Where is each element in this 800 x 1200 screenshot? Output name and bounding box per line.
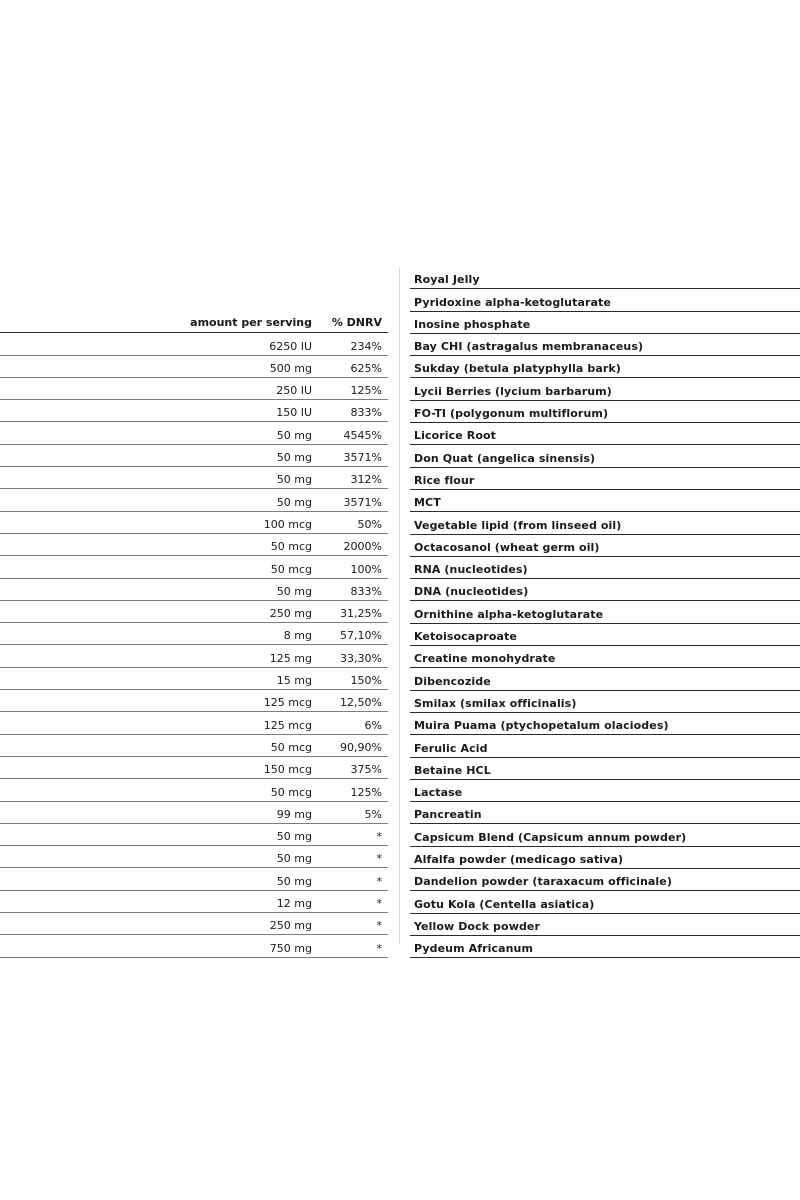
ingredient-name-cell: Bay CHI (astragalus membranaceus) <box>410 333 800 355</box>
ingredient-name-cell: Vegetable lipid (from linseed oil) <box>410 512 800 534</box>
percent-dnrv-cell: * <box>316 913 388 935</box>
ingredient-name-cell: Dibencozide <box>410 668 800 690</box>
amount-cell: 50 mg <box>158 489 316 511</box>
amount-cell: 250 mg <box>158 600 316 622</box>
table-row <box>410 623 800 645</box>
ingredient-name-cell: RNA (nucleotides) <box>410 556 800 578</box>
header-percent-dnrv: % DNRV <box>316 310 388 333</box>
table-row <box>410 579 800 601</box>
table-row <box>0 801 388 823</box>
nutrient-name-cell <box>0 556 158 578</box>
ingredient-name-cell: Creatine monohydrate <box>410 646 800 668</box>
percent-dnrv-cell: 90,90% <box>316 734 388 756</box>
amount-cell: 50 mcg <box>158 533 316 555</box>
table-row <box>0 489 388 511</box>
percent-dnrv-cell: * <box>316 868 388 890</box>
nutrient-name-cell <box>0 801 158 823</box>
nutrient-name-cell <box>0 511 158 533</box>
amount-cell: 125 mcg <box>158 712 316 734</box>
amount-cell: 150 mcg <box>158 756 316 778</box>
amount-cell: 100 mcg <box>158 511 316 533</box>
nutrient-name-cell <box>0 489 158 511</box>
ingredient-name-cell: Pyridoxine alpha-ketoglutarate <box>410 289 800 311</box>
nutrient-name-cell <box>0 467 158 489</box>
column-divider <box>399 268 400 944</box>
amount-cell: 750 mg <box>158 935 316 957</box>
nutrient-name-cell <box>0 444 158 466</box>
ingredient-name-cell: Pancreatin <box>410 802 800 824</box>
nutrient-name-cell <box>0 779 158 801</box>
ingredient-name-cell: Sukday (betula platyphylla bark) <box>410 356 800 378</box>
amount-cell: 50 mg <box>158 846 316 868</box>
table-row <box>410 311 800 333</box>
percent-dnrv-cell: 234% <box>316 333 388 355</box>
percent-dnrv-cell: 100% <box>316 556 388 578</box>
table-row <box>0 756 388 778</box>
table-row <box>410 757 800 779</box>
table-row <box>0 333 388 355</box>
table-row <box>410 400 800 422</box>
table-row <box>0 355 388 377</box>
nutrient-name-cell <box>0 667 158 689</box>
percent-dnrv-cell: * <box>316 890 388 912</box>
nutrient-name-cell <box>0 377 158 399</box>
nutrient-name-cell <box>0 756 158 778</box>
ingredient-name-cell: Gotu Kola (Centella asiatica) <box>410 891 800 913</box>
percent-dnrv-cell: * <box>316 823 388 845</box>
table-row <box>410 423 800 445</box>
table-row <box>410 378 800 400</box>
ingredient-name-cell: Inosine phosphate <box>410 311 800 333</box>
table-row <box>0 511 388 533</box>
nutrient-name-cell <box>0 400 158 422</box>
clipped-text-fragment <box>0 286 388 299</box>
table-row <box>0 400 388 422</box>
amount-cell: 12 mg <box>158 890 316 912</box>
amounts-table-head <box>0 310 388 333</box>
percent-dnrv-cell: 150% <box>316 667 388 689</box>
nutrient-name-cell <box>0 690 158 712</box>
table-row <box>0 422 388 444</box>
table-row <box>0 823 388 845</box>
percent-dnrv-cell: 3571% <box>316 444 388 466</box>
table-row <box>0 913 388 935</box>
table-row <box>410 512 800 534</box>
percent-dnrv-cell: 625% <box>316 355 388 377</box>
ingredient-name-cell: Capsicum Blend (Capsicum annum powder) <box>410 824 800 846</box>
percent-dnrv-cell: 12,50% <box>316 690 388 712</box>
table-row <box>0 533 388 555</box>
table-row <box>410 891 800 913</box>
percent-dnrv-cell: 57,10% <box>316 623 388 645</box>
nutrient-name-cell <box>0 823 158 845</box>
ingredient-name-cell: Ketoisocaproate <box>410 623 800 645</box>
table-row <box>410 935 800 957</box>
ingredient-name-cell: DNA (nucleotides) <box>410 579 800 601</box>
table-row <box>0 734 388 756</box>
amount-cell: 500 mg <box>158 355 316 377</box>
percent-dnrv-cell: * <box>316 846 388 868</box>
ingredient-name-cell: Betaine HCL <box>410 757 800 779</box>
ingredient-name-cell: Dandelion powder (taraxacum officinale) <box>410 869 800 891</box>
table-row <box>410 534 800 556</box>
nutrient-name-cell <box>0 623 158 645</box>
table-row <box>410 556 800 578</box>
amount-cell: 250 IU <box>158 377 316 399</box>
table-row <box>0 935 388 957</box>
table-row <box>410 735 800 757</box>
table-row <box>410 467 800 489</box>
table-row <box>410 824 800 846</box>
table-row <box>410 601 800 623</box>
table-row <box>0 578 388 600</box>
percent-dnrv-cell: 833% <box>316 400 388 422</box>
ingredient-name-cell: FO-TI (polygonum multiflorum) <box>410 400 800 422</box>
ingredient-name-cell: Muira Puama (ptychopetalum olaciodes) <box>410 712 800 734</box>
ingredient-name-cell: Rice flour <box>410 467 800 489</box>
nutrient-name-cell <box>0 712 158 734</box>
nutrient-name-cell <box>0 868 158 890</box>
percent-dnrv-cell: 125% <box>316 779 388 801</box>
nutrient-name-cell <box>0 645 158 667</box>
table-row <box>0 377 388 399</box>
nutrient-name-cell <box>0 333 158 355</box>
table-row <box>0 868 388 890</box>
percent-dnrv-cell: 2000% <box>316 533 388 555</box>
table-row <box>410 802 800 824</box>
table-row <box>410 646 800 668</box>
table-row <box>0 712 388 734</box>
table-row <box>0 667 388 689</box>
ingredient-name-cell: Royal Jelly <box>410 267 800 289</box>
percent-dnrv-cell: 375% <box>316 756 388 778</box>
table-row <box>0 556 388 578</box>
amount-cell: 50 mcg <box>158 734 316 756</box>
ingredient-name-cell: Ferulic Acid <box>410 735 800 757</box>
table-row <box>410 779 800 801</box>
amount-cell: 250 mg <box>158 913 316 935</box>
table-row <box>410 489 800 511</box>
table-row <box>0 467 388 489</box>
ingredient-name-cell: Octacosanol (wheat germ oil) <box>410 534 800 556</box>
amount-cell: 8 mg <box>158 623 316 645</box>
ingredient-name-cell: Yellow Dock powder <box>410 913 800 935</box>
amount-cell: 15 mg <box>158 667 316 689</box>
table-row <box>0 846 388 868</box>
header-amount-per-serving: amount per serving <box>158 310 316 333</box>
amount-cell: 150 IU <box>158 400 316 422</box>
table-row <box>410 267 800 289</box>
nutrient-name-cell <box>0 422 158 444</box>
table-row <box>0 645 388 667</box>
table-row <box>410 356 800 378</box>
amount-cell: 50 mg <box>158 422 316 444</box>
ingredient-name-cell: Don Quat (angelica sinensis) <box>410 445 800 467</box>
table-row <box>0 444 388 466</box>
table-row <box>410 445 800 467</box>
amount-cell: 50 mg <box>158 467 316 489</box>
amounts-table <box>0 310 388 958</box>
table-row <box>410 289 800 311</box>
amount-cell: 50 mcg <box>158 779 316 801</box>
percent-dnrv-cell: * <box>316 935 388 957</box>
nutrient-name-cell <box>0 600 158 622</box>
table-row <box>410 869 800 891</box>
amount-cell: 6250 IU <box>158 333 316 355</box>
table-row <box>0 779 388 801</box>
percent-dnrv-cell: 125% <box>316 377 388 399</box>
nutrient-name-cell <box>0 355 158 377</box>
ingredients-table <box>410 267 800 958</box>
table-row <box>0 600 388 622</box>
table-row <box>410 913 800 935</box>
table-row <box>410 846 800 868</box>
amount-cell: 50 mg <box>158 444 316 466</box>
ingredient-name-cell: Licorice Root <box>410 423 800 445</box>
table-row <box>410 712 800 734</box>
percent-dnrv-cell: 4545% <box>316 422 388 444</box>
table-row <box>410 333 800 355</box>
amount-cell: 50 mcg <box>158 556 316 578</box>
nutrient-name-cell <box>0 578 158 600</box>
nutrient-name-cell <box>0 533 158 555</box>
table-row <box>0 890 388 912</box>
table-row <box>410 668 800 690</box>
table-row <box>0 690 388 712</box>
percent-dnrv-cell: 5% <box>316 801 388 823</box>
percent-dnrv-cell: 31,25% <box>316 600 388 622</box>
amount-cell: 50 mg <box>158 868 316 890</box>
nutrient-name-cell <box>0 846 158 868</box>
amount-cell: 125 mg <box>158 645 316 667</box>
ingredient-name-cell: Smilax (smilax officinalis) <box>410 690 800 712</box>
amounts-table-body <box>0 333 388 957</box>
nutrient-name-cell <box>0 913 158 935</box>
table-row <box>0 623 388 645</box>
header-nutrient <box>0 310 158 333</box>
percent-dnrv-cell: 312% <box>316 467 388 489</box>
ingredient-name-cell: Ornithine alpha-ketoglutarate <box>410 601 800 623</box>
amount-cell: 125 mcg <box>158 690 316 712</box>
amount-cell: 99 mg <box>158 801 316 823</box>
percent-dnrv-cell: 6% <box>316 712 388 734</box>
ingredient-name-cell: Lycii Berries (lycium barbarum) <box>410 378 800 400</box>
nutrient-name-cell <box>0 935 158 957</box>
ingredient-name-cell: Lactase <box>410 779 800 801</box>
percent-dnrv-cell: 33,30% <box>316 645 388 667</box>
amount-cell: 50 mg <box>158 823 316 845</box>
nutrient-name-cell <box>0 890 158 912</box>
ingredient-name-cell: Alfalfa powder (medicago sativa) <box>410 846 800 868</box>
amount-cell: 50 mg <box>158 578 316 600</box>
percent-dnrv-cell: 50% <box>316 511 388 533</box>
ingredients-table-body <box>410 267 800 958</box>
ingredient-name-cell: MCT <box>410 489 800 511</box>
amounts-header-row <box>0 310 388 333</box>
percent-dnrv-cell: 833% <box>316 578 388 600</box>
percent-dnrv-cell: 3571% <box>316 489 388 511</box>
nutrient-name-cell <box>0 734 158 756</box>
table-row <box>410 690 800 712</box>
ingredient-name-cell: Pydeum Africanum <box>410 935 800 957</box>
